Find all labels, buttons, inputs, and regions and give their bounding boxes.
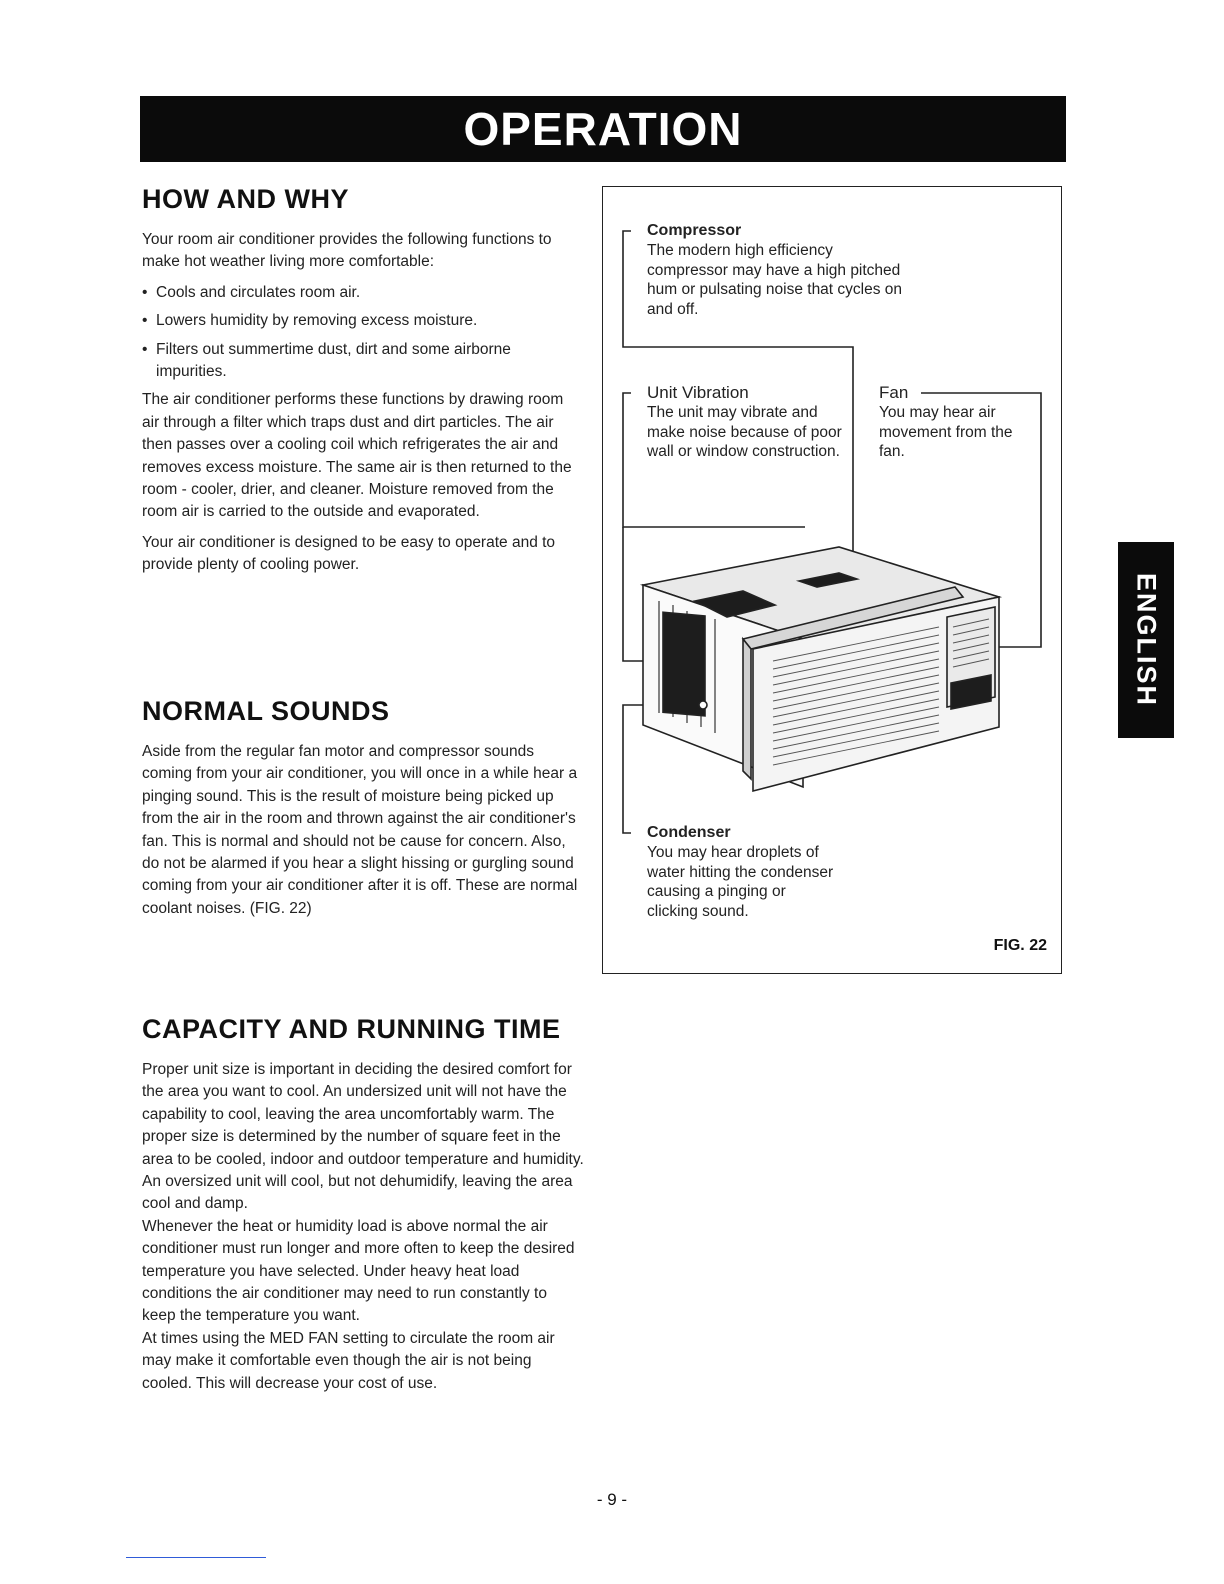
how-and-why-heading: HOW AND WHY bbox=[142, 184, 349, 214]
normal-sounds-heading: NORMAL SOUNDS bbox=[142, 696, 390, 726]
capacity-paragraph: Whenever the heat or humidity load is above normal the air conditioner must run longer and more often to keep the desired temperature you have selected. Under heavy heat load conditions the air conditioner may need to run constantly to keep the temperature you want. bbox=[142, 1217, 575, 1325]
condenser-callout bbox=[647, 823, 837, 921]
compressor-title: Compressor bbox=[647, 222, 742, 239]
page-number: - 9 - bbox=[596, 1490, 628, 1509]
language-tab-label: ENGLISH bbox=[1131, 572, 1162, 708]
language-tab bbox=[1118, 542, 1174, 738]
banner-title: OPERATION bbox=[463, 103, 743, 155]
list-item: • Filters out summertime dust, dirt and some airborne impurities. bbox=[142, 339, 584, 384]
condenser-text: You may hear droplets of water hitting the condenser causing a pinging or clicking sound. bbox=[647, 844, 834, 920]
how-and-why-paragraph: The air conditioner performs these functions by drawing room air through a filter which traps dust and dirt particles. The air then passes over a cooling coil which refrigerates the air and removes excess moisture. The same air is then returned to the room - cooler, drier, and cleaner. Moisture removed from the room air is carried to the outside and evaporated. bbox=[142, 391, 572, 521]
fan-callout bbox=[879, 383, 1029, 462]
normal-sounds-section bbox=[142, 696, 584, 923]
unit-vibration-text: The unit may vibrate and make noise because of poor wall or window construction. bbox=[647, 404, 842, 460]
compressor-callout bbox=[647, 221, 907, 319]
capacity-section bbox=[142, 1014, 584, 1398]
condenser-title: Condenser bbox=[647, 824, 731, 841]
how-and-why-paragraph: Your air conditioner is designed to be easy to operate and to provide plenty of cooling power. bbox=[142, 533, 556, 574]
how-and-why-intro: Your room air conditioner provides the following functions to make hot weather living more comfortable: bbox=[142, 231, 552, 271]
compressor-text: The modern high efficiency compressor may have a high pitched hum or pulsating noise that cycles on and off. bbox=[647, 242, 903, 318]
ac-unit bbox=[643, 547, 999, 791]
list-item: • Lowers humidity by removing excess moisture. bbox=[142, 310, 584, 332]
capacity-paragraph: At times using the MED FAN setting to circulate the room air may make it comfortable even though the air is not being cooled. This will decrease your cost of use. bbox=[142, 1329, 555, 1392]
unit-vibration-title: Unit Vibration bbox=[647, 383, 749, 402]
capacity-heading: CAPACITY AND RUNNING TIME bbox=[142, 1014, 561, 1044]
figure-label: FIG. 22 bbox=[993, 937, 1047, 954]
footer-underline bbox=[126, 1557, 266, 1558]
functions-list bbox=[142, 282, 584, 384]
how-and-why-section bbox=[142, 184, 584, 580]
fan-title: Fan bbox=[879, 383, 909, 402]
figure-22 bbox=[602, 186, 1062, 974]
list-item: • Cools and circulates room air. bbox=[142, 282, 584, 304]
unit-vibration-callout bbox=[647, 383, 845, 462]
capacity-paragraph: Proper unit size is important in deciding the desired comfort for the area you want to cool. An undersized unit will not have the capability to cool, leaving the area uncomfortably warm. The proper size is determined by the number of square feet in the area to be cooled, indoor and outdoor temperature and humidity. An oversized unit will cool, but not dehumidify, leaving the area cool and damp. bbox=[142, 1061, 584, 1213]
section-banner bbox=[140, 96, 1066, 162]
fan-text: You may hear air movement from the fan. bbox=[879, 404, 1013, 460]
normal-sounds-body: Aside from the regular fan motor and compressor sounds coming from your air conditioner, you will once in a while hear a pinging sound. This is the result of moisture being picked up from the air in the room and thrown against the air conditioner's fan. This is normal and should not be cause for concern. Also, do not be alarmed if you hear a slight hissing or gurgling sound coming from your air conditioner after it is off. These are normal coolant noises. (FIG. 22) bbox=[142, 743, 578, 917]
